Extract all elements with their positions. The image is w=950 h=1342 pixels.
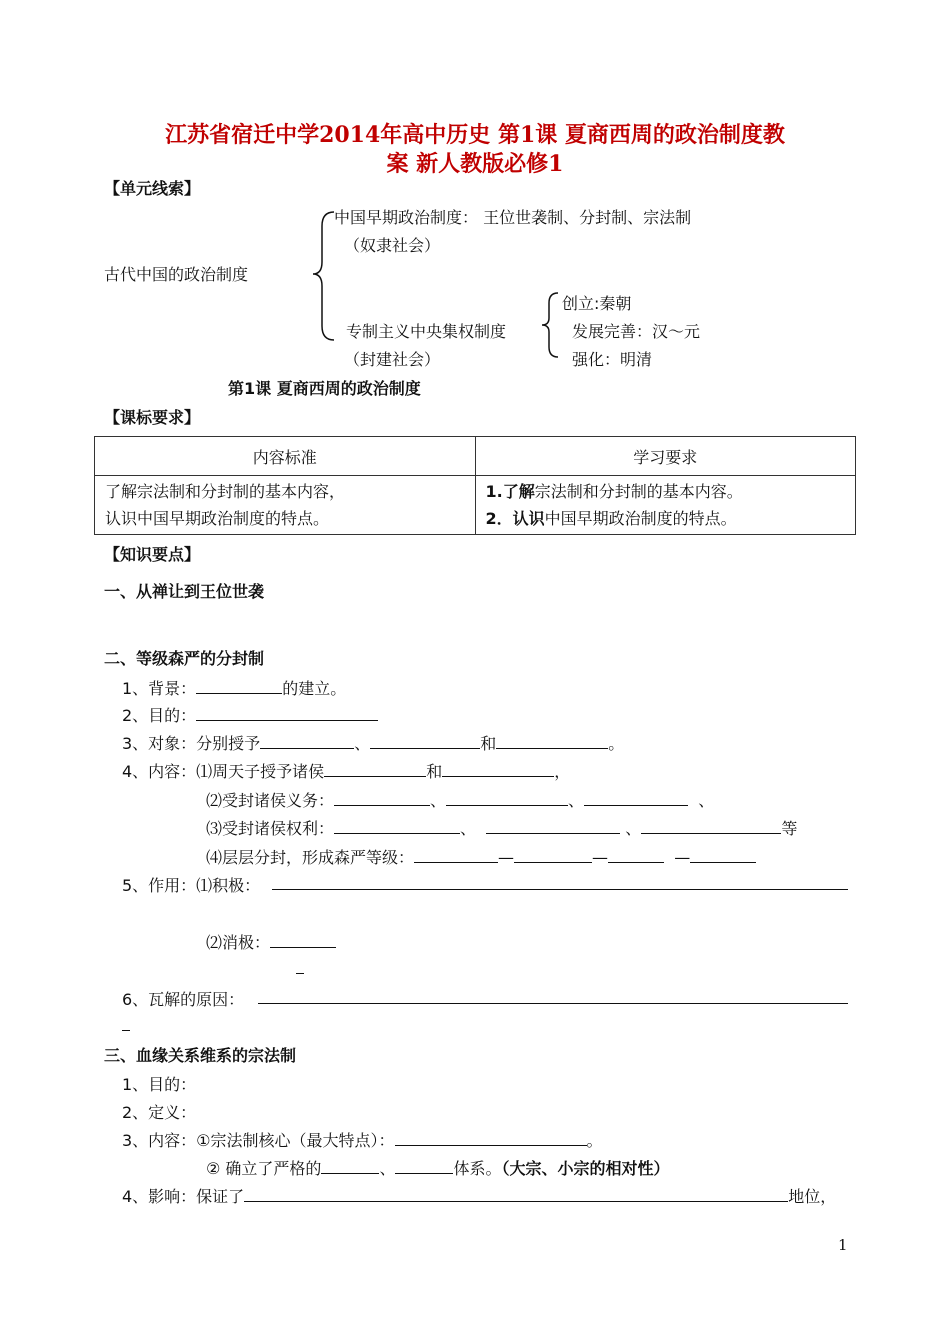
standards-col2-line2-bold: 2．认识 (485, 509, 545, 528)
s2-item5 (122, 873, 260, 896)
s3-item3-end: 。 (586, 1131, 603, 1150)
s2-item3 (122, 731, 624, 754)
unit-clue-branch2: 专制主义中央集权制度 (346, 322, 507, 341)
s2-item4-rights (206, 816, 797, 839)
s2-item4-rights-label: ⑶受封诸侯权利： (206, 819, 335, 838)
comma: 、 (379, 1159, 396, 1178)
standards-col1-cell (95, 476, 476, 535)
dash: — (592, 848, 609, 867)
s2-item4-duties-label: ⑵受封诸侯义务： (206, 791, 335, 810)
comma: 、 (698, 791, 715, 810)
blank-rank-1[interactable] (414, 846, 498, 863)
s2-item4-rights-end: 等 (781, 819, 798, 838)
standards-col2-line1-bold: 1.了解 (485, 482, 535, 501)
unit-clue-big-brace (310, 208, 340, 348)
section-2-heading: 二、等级森严的分封制 (104, 649, 265, 668)
blank-system-1[interactable] (321, 1157, 379, 1174)
s3-item3 (122, 1128, 603, 1151)
comma: 、 (568, 791, 585, 810)
page-number: 1 (838, 1236, 848, 1254)
s2-item4-label: 4、内容：⑴周天子授予诸侯 (122, 762, 325, 781)
s2-item4-end: ， (554, 762, 571, 781)
s2-item1-label: 1、背景： (122, 679, 197, 698)
s2-item5-negative (206, 930, 336, 953)
unit-clue-branch1-note: （奴隶社会） (344, 236, 441, 255)
blank-core[interactable] (395, 1129, 587, 1146)
blank-background[interactable] (196, 677, 282, 694)
blank-grant-2[interactable] (442, 760, 554, 777)
blank-object-3[interactable] (496, 732, 608, 749)
s3-item4-label: 4、影响：保证了 (122, 1187, 245, 1206)
stray-underline-2 (122, 1030, 130, 1031)
standards-table (94, 436, 856, 535)
s2-item1 (122, 676, 346, 699)
s3-item3-system-mid: 体系。 (453, 1159, 502, 1178)
s2-item6 (122, 987, 244, 1010)
s3-item1: 1、目的： (122, 1075, 197, 1094)
blank-duty-3[interactable] (584, 789, 688, 806)
section-3-heading: 三、血缘关系维系的宗法制 (104, 1046, 297, 1065)
unit-clue-sub2: 发展完善：汉～元 (572, 322, 701, 341)
s2-item3-end: 。 (608, 734, 625, 753)
unit-clue-branch1: 中国早期政治制度： 王位世袭制、分封制、宗法制 (334, 208, 692, 227)
comma: 、 (430, 791, 447, 810)
s2-item6-label: 6、瓦解的原因： (122, 990, 245, 1009)
s3-item3-label: 3、内容：①宗法制核心（最大特点）： (122, 1131, 395, 1150)
s2-item4-hierarchy (206, 845, 756, 868)
s3-item4-end: 地位， (788, 1187, 837, 1206)
s2-item3-label: 3、对象：分别授予 (122, 734, 261, 753)
comma: 、 (625, 819, 642, 838)
s2-item5-negative-label: ⑵消极： (206, 933, 271, 952)
unit-clue-sub1: 创立:秦朝 (562, 294, 632, 313)
comma: 、 (460, 819, 477, 838)
blank-collapse-reason[interactable] (258, 1003, 848, 1004)
blank-duty-1[interactable] (334, 789, 430, 806)
s3-item4 (122, 1184, 836, 1207)
lesson-title: 第1课 夏商西周的政治制度 (228, 379, 421, 398)
standards-col2-header: 学习要求 (475, 437, 856, 476)
dash: — (674, 848, 691, 867)
unit-clue-small-brace (538, 290, 564, 360)
standards-col1-header: 内容标准 (95, 437, 476, 476)
s2-item4-hierarchy-label: ⑷层层分封，形成森严等级： (206, 848, 415, 867)
dash: — (498, 848, 515, 867)
blank-right-2[interactable] (486, 817, 620, 834)
s3-item3-system-label: ② 确立了严格的 (206, 1159, 322, 1178)
unit-clue-root: 古代中国的政治制度 (104, 265, 249, 284)
blank-right-3[interactable] (641, 817, 781, 834)
standards-col2-line2: 中国早期政治制度的特点。 (544, 509, 737, 528)
blank-rank-3[interactable] (608, 846, 664, 863)
s2-item4-duties (206, 788, 714, 811)
s2-item3-sep1: 、 (354, 734, 371, 753)
s3-item3-system (206, 1156, 669, 1179)
standards-col1-line2: 认识中国早期政治制度的特点。 (105, 509, 330, 528)
blank-negative-effect[interactable] (270, 931, 336, 948)
document-title-line1: 江苏省宿迁中学2014年高中历史 第1课 夏商西周的政治制度教 (165, 122, 785, 148)
section-1-heading: 一、从禅让到王位世袭 (104, 582, 265, 601)
s2-item4 (122, 759, 570, 782)
standards-col1-line1: 了解宗法制和分封制的基本内容， (105, 482, 346, 501)
blank-system-2[interactable] (395, 1157, 453, 1174)
blank-duty-2[interactable] (446, 789, 568, 806)
blank-positive-effect[interactable] (272, 889, 848, 890)
document-title-line2: 案 新人教版必修1 (386, 151, 564, 177)
standards-heading: 【课标要求】 (104, 408, 201, 427)
s2-item4-sep: 和 (426, 762, 443, 781)
standards-col2-line1: 宗法制和分封制的基本内容。 (534, 482, 743, 501)
s2-item2-label: 2、目的： (122, 706, 197, 725)
blank-object-2[interactable] (370, 732, 480, 749)
blank-influence[interactable] (244, 1185, 788, 1202)
blank-purpose[interactable] (196, 704, 378, 721)
s3-item3-system-bold: （大宗、小宗的相对性） (501, 1159, 670, 1178)
standards-col2-cell (475, 476, 856, 535)
unit-clue-sub3: 强化：明清 (572, 350, 653, 369)
blank-object-1[interactable] (260, 732, 354, 749)
unit-clue-heading: 【单元线索】 (104, 179, 201, 198)
blank-right-1[interactable] (334, 817, 460, 834)
unit-clue-branch2-note: （封建社会） (344, 350, 441, 369)
blank-rank-2[interactable] (514, 846, 592, 863)
knowledge-heading: 【知识要点】 (104, 545, 201, 564)
s2-item5-label: 5、作用：⑴积极： (122, 876, 261, 895)
blank-grant-1[interactable] (324, 760, 426, 777)
s3-item2: 2、定义： (122, 1103, 197, 1122)
blank-rank-4[interactable] (690, 846, 756, 863)
s2-item3-sep2: 和 (480, 734, 497, 753)
stray-underline (296, 973, 304, 974)
s2-item1-end: 的建立。 (282, 679, 347, 698)
s2-item2 (122, 703, 378, 726)
